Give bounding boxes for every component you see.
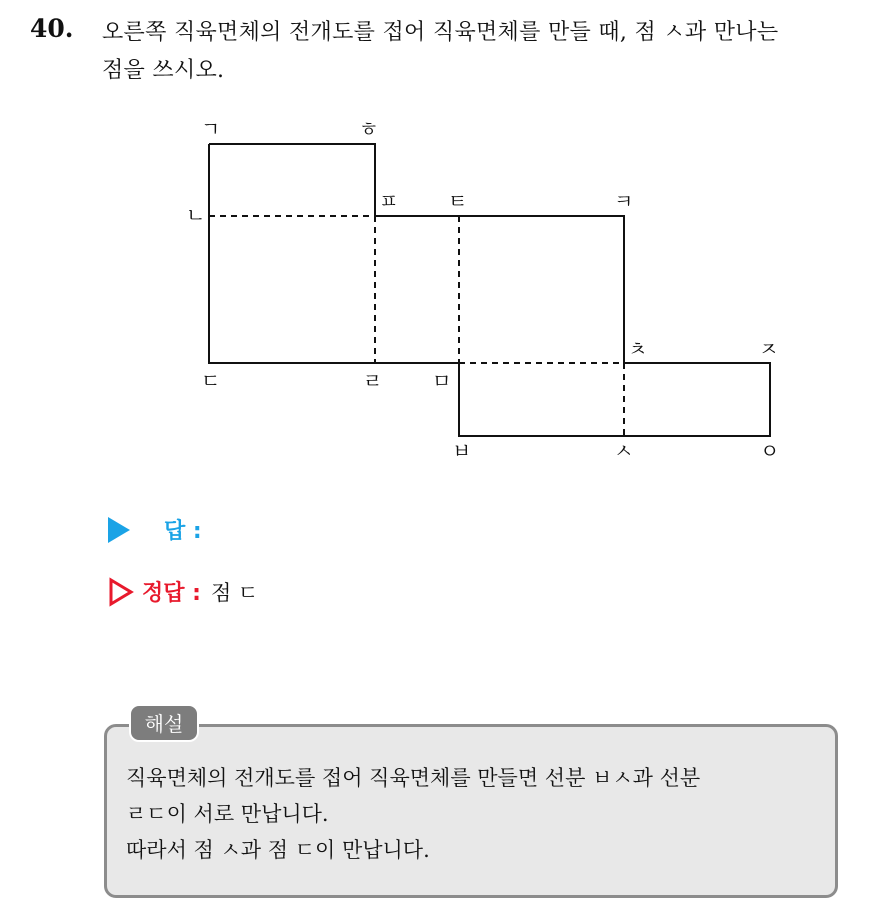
- explanation-tag: 해설: [129, 704, 199, 742]
- explanation-line-3: 따라서 점 ㅅ과 점 ㄷ이 만납니다.: [126, 838, 430, 862]
- question-text-line-1: 오른쪽 직육면체의 전개도를 접어 직육면체를 만들 때, 점 ㅅ과 만나는: [102, 20, 779, 45]
- vertex-label-j: ㅈ: [759, 337, 779, 361]
- vertex-label-g: ㄱ: [201, 117, 221, 141]
- net-outline: [209, 144, 770, 436]
- vertex-label-m: ㅁ: [432, 369, 452, 393]
- question-number: 40.: [30, 14, 74, 43]
- vertex-label-h: ㅎ: [359, 117, 379, 141]
- vertex-label-o: ㅇ: [760, 439, 780, 463]
- correct-answer-value: 점 ㄷ: [210, 580, 259, 605]
- question-text-line-2: 점을 쓰시오.: [102, 58, 225, 83]
- answer-blank-row: [108, 514, 202, 545]
- vertex-label-r: ㄹ: [363, 369, 383, 393]
- explanation-line-1: 직육면체의 전개도를 접어 직육면체를 만들면 선분 ㅂㅅ과 선분: [126, 766, 701, 790]
- vertex-label-d: ㄷ: [201, 369, 221, 393]
- answer-label: 답 :: [164, 519, 202, 544]
- vertex-label-k: ㅋ: [614, 189, 634, 213]
- filled-triangle-icon: [108, 517, 130, 543]
- correct-answer-label: 정답 :: [142, 581, 201, 606]
- explanation-line-2: ㄹㄷ이 서로 만납니다.: [126, 802, 329, 826]
- vertex-label-t: ㅌ: [448, 189, 468, 213]
- explanation-text: [126, 760, 832, 868]
- outline-triangle-icon: [108, 577, 134, 607]
- vertex-label-n: ㄴ: [186, 203, 206, 227]
- vertex-label-ch: ㅊ: [628, 337, 648, 361]
- vertex-label-s: ㅅ: [614, 439, 634, 463]
- correct-answer-row: [108, 576, 258, 607]
- vertex-label-b: ㅂ: [452, 439, 472, 463]
- vertex-label-p: ㅍ: [379, 189, 399, 213]
